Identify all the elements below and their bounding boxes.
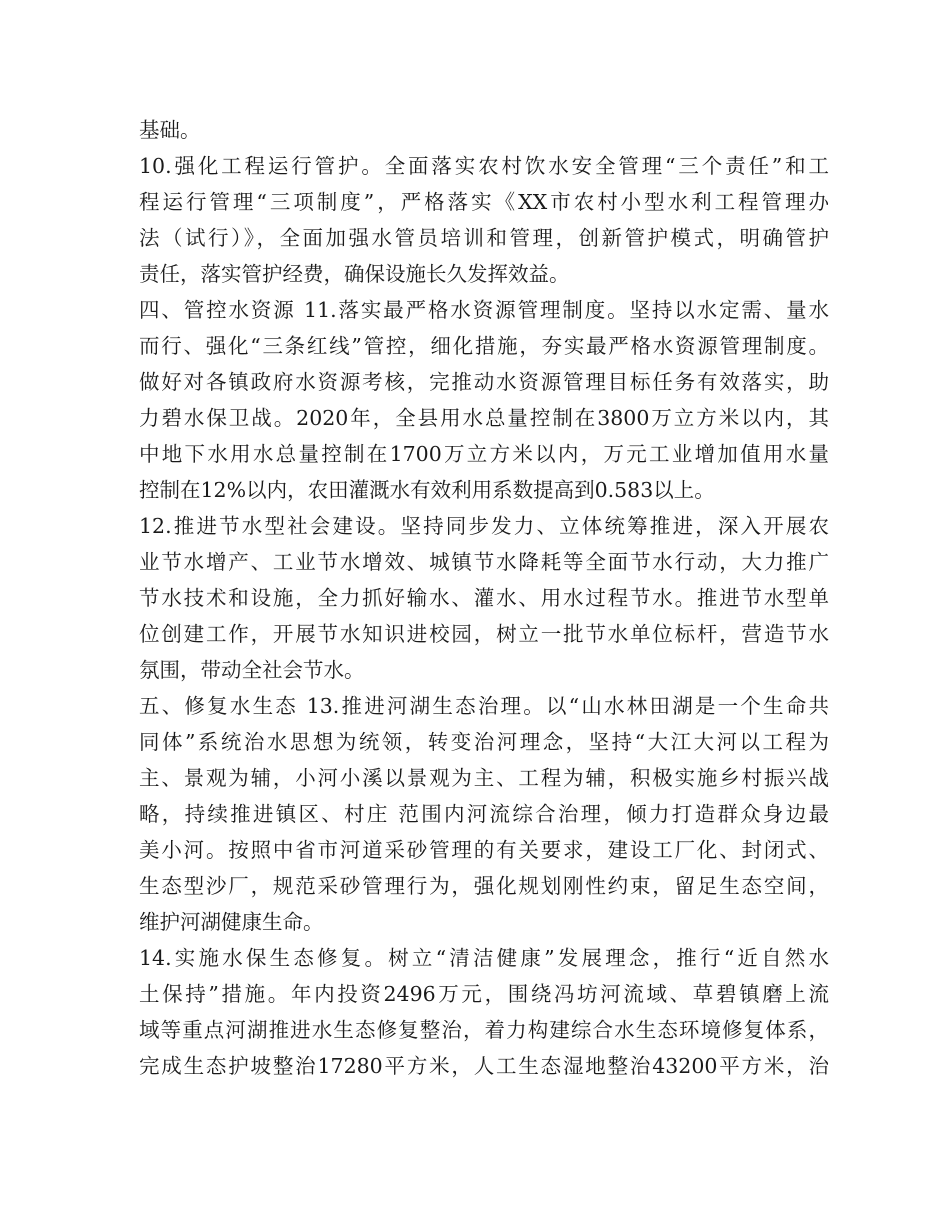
text-line: 程运行管理“三项制度”，严格落实《XX市农村小型水利工程管理办 <box>139 190 829 214</box>
text-line: 略，持续推进镇区、村庄 范围内河流综合治理，倾力打造群众身边最 <box>139 802 829 826</box>
text-line: 位创建工作，开展节水知识进校园，树立一批节水单位标杆，营造节水 <box>139 622 829 646</box>
text-line: 土保持”措施。年内投资2496万元，围绕冯坊河流域、草碧镇磨上流 <box>139 982 829 1006</box>
text-line: 力碧水保卫战。2020年，全县用水总量控制在3800万立方米以内，其 <box>139 406 829 430</box>
document-body <box>139 112 829 1084</box>
text-line: 中地下水用水总量控制在1700万立方米以内，万元工业增加值用水量 <box>139 442 829 466</box>
text-line: 生态型沙厂，规范采砂管理行为，强化规划刚性约束，留足生态空间， <box>139 874 829 898</box>
text-line: 而行、强化“三条红线”管控，细化措施，夯实最严格水资源管理制度。 <box>139 334 829 358</box>
text-line: 维护河湖健康生命。 <box>139 910 324 934</box>
text-line: 氛围，带动全社会节水。 <box>139 658 365 682</box>
text-line: 控制在12%以内，农田灌溉水有效利用系数提高到0.583以上。 <box>139 478 715 502</box>
text-line: 责任，落实管护经费，确保设施长久发挥效益。 <box>139 262 570 286</box>
text-line: 业节水增产、工业节水增效、城镇节水降耗等全面节水行动，大力推广 <box>139 550 829 574</box>
text-line: 法（试行）》，全面加强水管员培训和管理，创新管护模式，明确管护 <box>139 226 829 250</box>
text-line: 基础。 <box>139 118 201 142</box>
text-line: 10.强化工程运行管护。全面落实农村饮水安全管理“三个责任”和工 <box>139 154 829 178</box>
text-line: 完成生态护坡整治17280平方米，人工生态湿地整治43200平方米，治 <box>139 1054 829 1078</box>
text-line: 做好对各镇政府水资源考核，完推动水资源管理目标任务有效落实，助 <box>139 370 829 394</box>
text-line: 节水技术和设施，全力抓好输水、灌水、用水过程节水。推进节水型单 <box>139 586 829 610</box>
text-line: 美小河。按照中省市河道采砂管理的有关要求，建设工厂化、封闭式、 <box>139 838 829 862</box>
text-line: 14.实施水保生态修复。树立“清洁健康”发展理念，推行“近自然水 <box>139 946 829 970</box>
text-line: 五、修复水生态 13.推进河湖生态治理。以“山水林田湖是一个生命共 <box>139 694 829 718</box>
text-line: 12.推进节水型社会建设。坚持同步发力、立体统筹推进，深入开展农 <box>139 514 829 538</box>
text-line: 同体”系统治水思想为统领，转变治河理念，坚持“大江大河以工程为 <box>139 730 829 754</box>
text-line: 主、景观为辅，小河小溪以景观为主、工程为辅，积极实施乡村振兴战 <box>139 766 829 790</box>
text-line: 四、管控水资源 11.落实最严格水资源管理制度。坚持以水定需、量水 <box>139 298 829 322</box>
text-line: 域等重点河湖推进水生态修复整治，着力构建综合水生态环境修复体系， <box>139 1018 829 1042</box>
